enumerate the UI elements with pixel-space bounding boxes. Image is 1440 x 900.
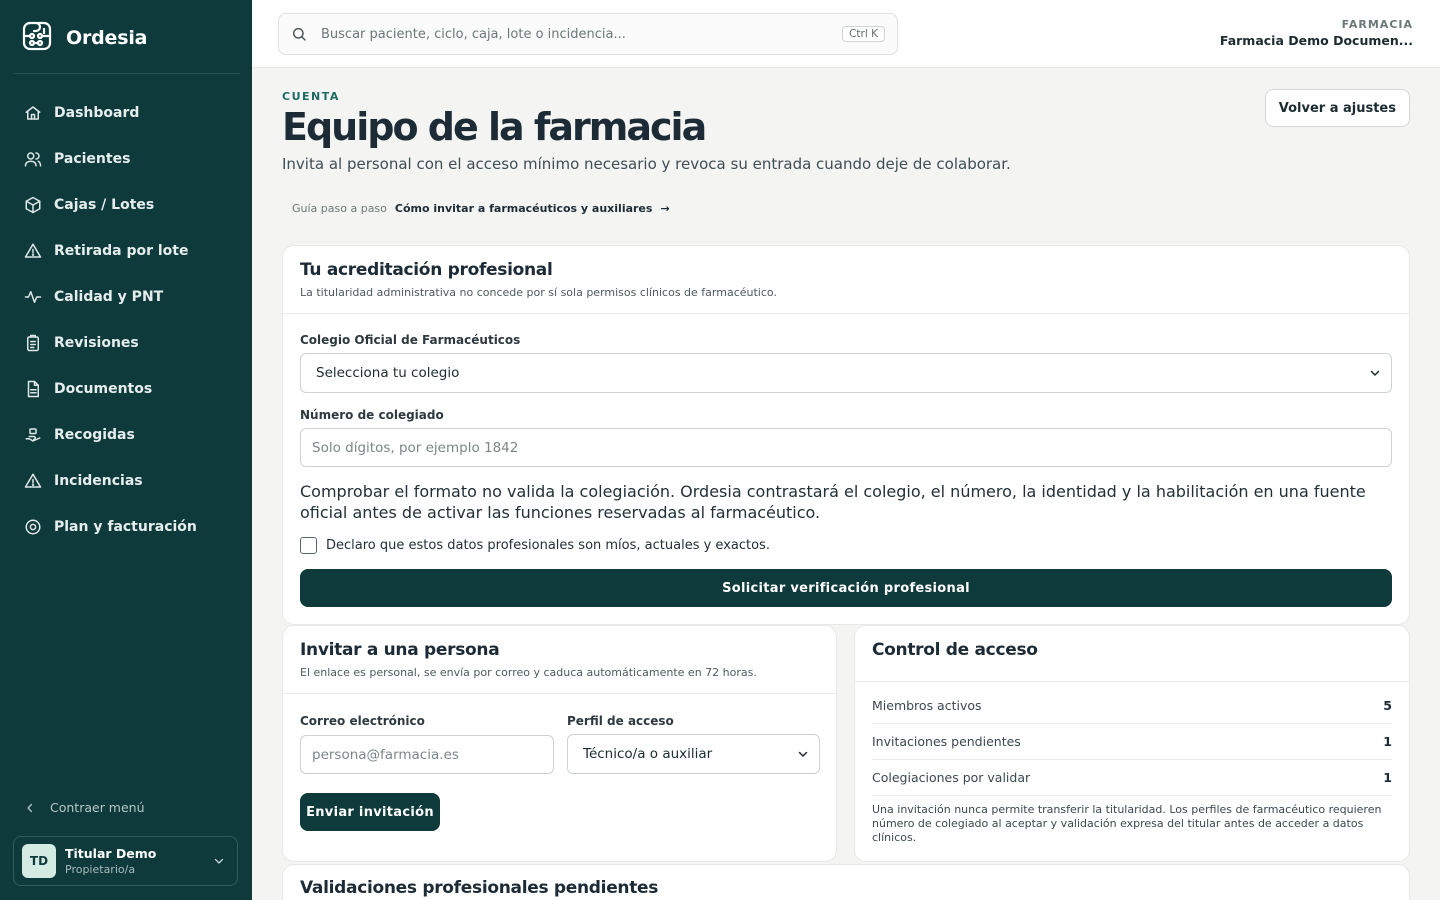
sidebar-item-incidencias[interactable] [12,458,240,504]
card-title: Tu acreditación profesional [300,260,553,280]
users-icon [24,150,42,168]
main-content [252,68,1440,900]
declaration-label: Declaro que estos datos profesionales son míos, actuales y exactos. [326,538,770,553]
divider [14,73,240,74]
accreditation-card [282,245,1410,625]
access-profile-label: Perfil de acceso [567,714,674,728]
invite-card [282,625,837,862]
collapse-menu-button[interactable] [24,800,145,815]
sidebar-item-label: Retirada por lote [54,243,189,259]
home-icon [24,104,42,122]
stat-label: Miembros activos [872,698,982,713]
stat-value: 1 [1383,734,1392,749]
guide-link-row [292,202,670,215]
card-description: El enlace es personal, se envía por correo y caduca automáticamente en 72 horas. [300,666,757,679]
email-field[interactable] [300,735,554,774]
back-to-settings-button[interactable]: Volver a ajustes [1265,89,1410,127]
access-note: Una invitación nunca permite transferir la titularidad. Los perfiles de farmacéutico requieren número de colegiado al aceptar y validación expresa del titular antes de acceder a datos clínicos. [872,803,1382,844]
card-header [855,626,1409,682]
organization-label: FARMACIA [1341,18,1413,31]
guide-label: Guía paso a paso [292,202,387,215]
guide-link[interactable]: Cómo invitar a farmacéuticos y auxiliares [394,202,653,215]
stat-row-licenses-to-validate [872,760,1392,796]
pending-validations-card [282,864,1410,900]
stat-value: 5 [1383,698,1392,713]
college-select[interactable] [300,353,1392,393]
sidebar-item-plan-facturacion[interactable] [12,504,240,550]
sidebar-item-label: Documentos [54,381,153,397]
hand-icon [24,426,42,444]
card-header [283,246,1409,314]
sidebar-item-label: Incidencias [54,473,143,489]
send-invitation-button[interactable]: Enviar invitación [300,793,440,831]
brand[interactable] [20,20,147,56]
card-description: La titularidad administrativa no concede por sí sola permisos clínicos de farmacéutico. [300,286,777,299]
chevron-left-icon [24,802,36,814]
college-select-value: Selecciona tu colegio [316,365,460,381]
card-title: Invitar a una persona [300,640,500,660]
sidebar-item-label: Pacientes [54,151,131,167]
organization-switcher[interactable] [1220,18,1413,48]
search-placeholder: Buscar paciente, ciclo, caja, lote o incidencia... [321,26,626,42]
sidebar-item-label: Calidad y PNT [54,289,164,305]
search-input[interactable] [278,13,898,55]
shortcut-badge: Ctrl K [842,26,885,42]
user-menu[interactable] [13,836,238,886]
sidebar-item-label: Dashboard [54,105,140,121]
page-title: Equipo de la farmacia [282,105,706,149]
card-header [283,626,836,694]
activity-icon [24,288,42,306]
page-eyebrow: CUENTA [282,90,340,103]
arrow-right-icon[interactable]: → [660,202,670,215]
avatar: TD [22,844,56,878]
sidebar-item-revisiones[interactable] [12,320,240,366]
card-header [283,865,1409,900]
license-number-label: Número de colegiado [300,408,444,422]
license-number-field[interactable] [300,428,1392,467]
chevron-down-icon [797,748,809,760]
sidebar-item-pacientes[interactable] [12,136,240,182]
request-verification-button[interactable]: Solicitar verificación profesional [300,569,1392,607]
stat-row-active-members [872,688,1392,724]
box-icon [24,196,42,214]
stat-label: Colegiaciones por validar [872,770,1031,785]
warning-icon [24,242,42,260]
email-label: Correo electrónico [300,714,425,728]
sidebar-item-documentos[interactable] [12,366,240,412]
chevron-down-icon [1369,367,1381,379]
card-title: Validaciones profesionales pendientes [300,878,659,898]
user-role: Propietario/a [65,863,136,876]
card-title: Control de acceso [872,640,1038,660]
gear-icon [24,518,42,536]
logo-icon [20,19,54,57]
declaration-row [300,537,770,554]
sidebar-item-label: Cajas / Lotes [54,197,155,213]
clipboard-icon [24,334,42,352]
access-profile-select[interactable] [567,734,820,774]
access-profile-value: Técnico/a o auxiliar [583,746,713,762]
stat-value: 1 [1383,770,1392,785]
user-info [65,846,213,876]
sidebar-item-dashboard[interactable] [12,90,240,136]
sidebar-nav [12,90,240,550]
document-icon [24,380,42,398]
collapse-menu-label: Contraer menú [50,800,145,815]
organization-name: Farmacia Demo Documen... [1219,33,1413,48]
page-subtitle: Invita al personal con el acceso mínimo necesario y revoca su entrada cuando deje de colaborar. [282,155,1011,173]
sidebar-item-retirada-por-lote[interactable] [12,228,240,274]
stat-row-pending-invitations [872,724,1392,760]
warning-icon [24,472,42,490]
sidebar-item-label: Recogidas [54,427,135,443]
sidebar-item-calidad-pnt[interactable] [12,274,240,320]
sidebar-item-cajas-lotes[interactable] [12,182,240,228]
access-control-card [854,625,1410,862]
verification-note: Comprobar el formato no valida la colegiación. Ordesia contrastará el colegio, el número, la identidad y la habilitación en una fuente oficial antes de activar las funciones reservadas al farmacéutico. [300,482,1366,522]
brand-name: Ordesia [66,27,148,49]
user-name: Titular Demo [65,846,157,861]
chevron-down-icon [213,855,225,867]
search-icon [291,26,307,42]
sidebar-item-label: Revisiones [54,335,139,351]
sidebar [0,0,252,900]
college-label: Colegio Oficial de Farmacéuticos [300,333,521,347]
topbar [252,0,1440,68]
sidebar-item-label: Plan y facturación [54,519,197,535]
stat-label: Invitaciones pendientes [872,734,1021,749]
sidebar-item-recogidas[interactable] [12,412,240,458]
declaration-checkbox[interactable] [300,537,317,554]
